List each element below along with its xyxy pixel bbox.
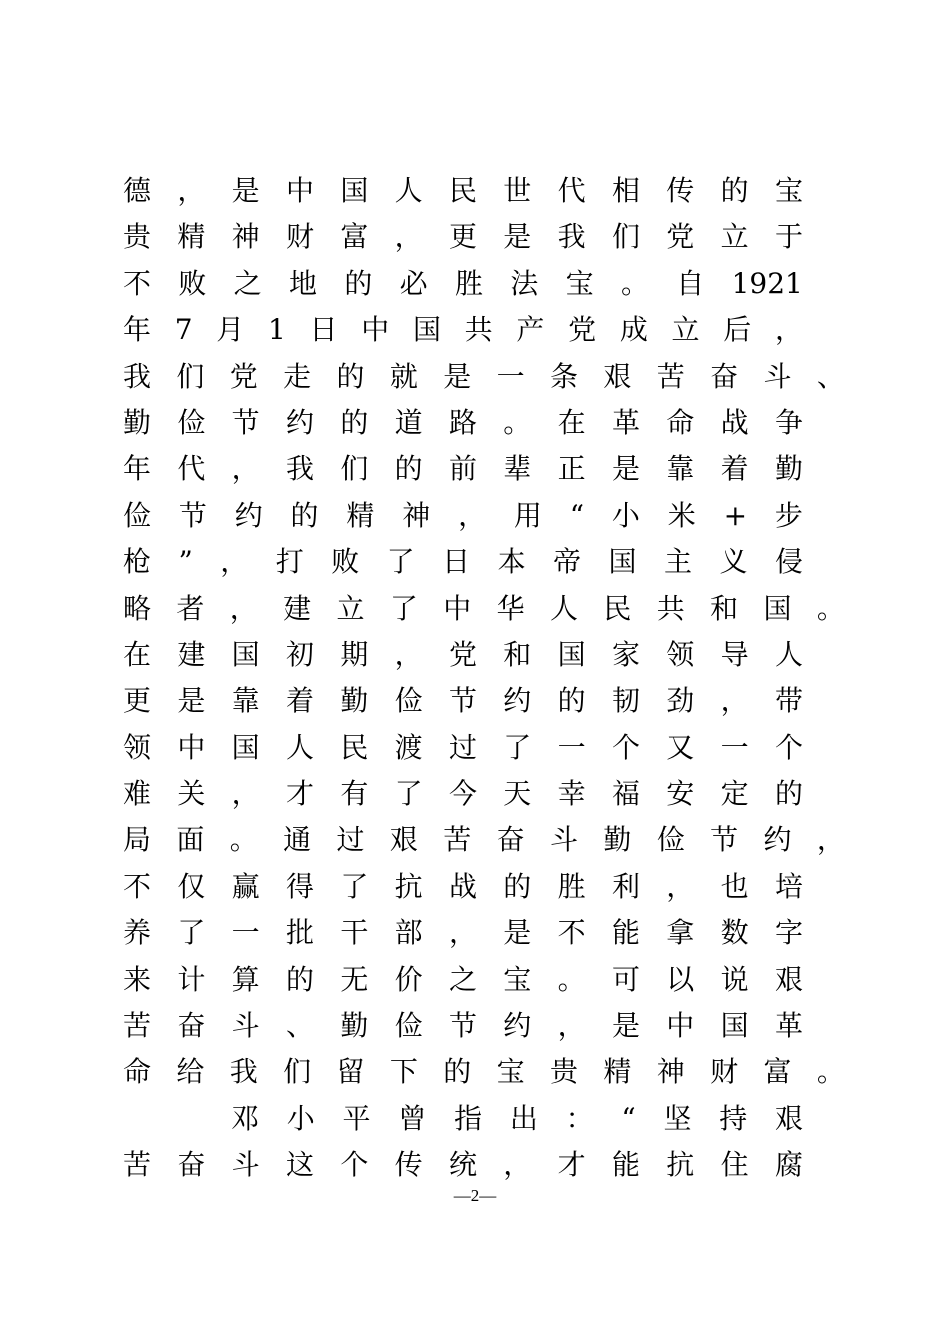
text-line-indented: 邓 小 平 曾 指 出 ： “ 坚 持 艰 [231, 1101, 803, 1135]
page-number: —2— [453, 1186, 497, 1205]
text-line: 勤 俭 节 约 的 道 路 。 在 革 命 战 争 [123, 405, 803, 439]
text-line: 年 7 月 1 日 中 国 共 产 党 成 立 后 ， [123, 313, 803, 347]
text-line: 俭 节 约 的 精 神 ， 用 “ 小 米 + 步 [123, 498, 803, 532]
text-line: 不 仅 赢 得 了 抗 战 的 胜 利 ， 也 培 [123, 869, 803, 903]
text-line: 贵 精 神 财 富 ， 更 是 我 们 党 立 于 [123, 220, 803, 254]
text-line: 在 建 国 初 期 ， 党 和 国 家 领 导 人 [123, 637, 803, 671]
text-line: 更 是 靠 着 勤 俭 节 约 的 韧 劲 ， 带 [123, 684, 803, 718]
text-line: 略 者 ， 建 立 了 中 华 人 民 共 和 国 。 [123, 591, 845, 625]
body-text [123, 168, 845, 1189]
text-line: 来 计 算 的 无 价 之 宝 。 可 以 说 艰 [123, 962, 803, 996]
text-line: 领 中 国 人 民 渡 过 了 一 个 又 一 个 [123, 730, 803, 764]
text-line: 养 了 一 批 干 部 ， 是 不 能 拿 数 字 [123, 916, 803, 950]
text-line: 德 ， 是 中 国 人 民 世 代 相 传 的 宝 [123, 174, 803, 207]
text-line: 苦 奋 斗 这 个 传 统 ， 才 能 抗 住 腐 [123, 1148, 803, 1182]
text-line: 枪 ” ， 打 败 了 日 本 帝 国 主 义 侵 [123, 545, 803, 579]
text-line: 局 面 。 通 过 艰 苦 奋 斗 勤 俭 节 约 ， [123, 823, 845, 857]
text-line: 我 们 党 走 的 就 是 一 条 艰 苦 奋 斗 、 [123, 359, 845, 393]
text-line: 难 关 ， 才 有 了 今 天 幸 福 安 定 的 [123, 777, 803, 811]
text-line: 命 给 我 们 留 下 的 宝 贵 精 神 财 富 。 [123, 1055, 845, 1089]
text-line: 苦 奋 斗 、 勤 俭 节 约 ， 是 中 国 革 [123, 1009, 803, 1043]
text-line: 不 败 之 地 的 必 胜 法 宝 。 自 1921 [123, 266, 803, 300]
text-line: 年 代 ， 我 们 的 前 辈 正 是 靠 着 勤 [123, 452, 803, 486]
